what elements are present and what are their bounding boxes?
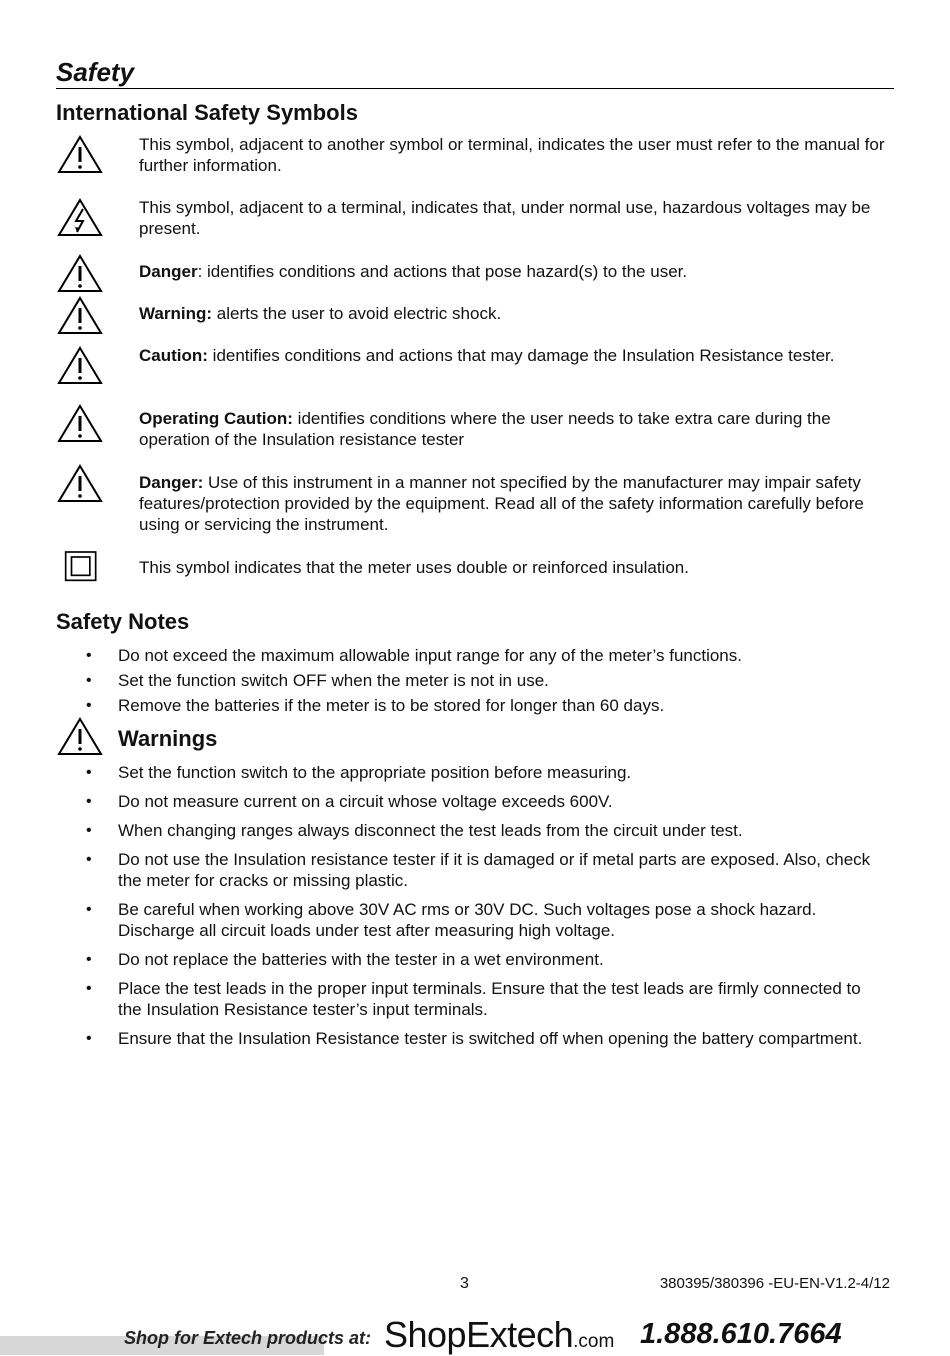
warnings-list — [86, 762, 886, 1049]
symbol-text: Danger: identifies conditions and actions that pose hazard(s) to the user. — [139, 262, 688, 281]
caution-triangle-icon — [56, 716, 104, 756]
symbol-text: This symbol, adjacent to a terminal, indicates that, under normal use, hazardous voltages may be present. — [139, 198, 871, 238]
list-item: • Ensure that the Insulation Resistance tester is switched off when opening the battery compartment. — [86, 1028, 886, 1049]
promo-site-dotcom: .com — [573, 1331, 615, 1352]
caution-triangle-icon — [56, 345, 104, 385]
list-item: • Set the function switch OFF when the meter is not in use. — [86, 670, 886, 691]
symbol-text: Operating Caution: identifies conditions where the user needs to take extra care during the operation of the Insulation resistance tester — [139, 409, 831, 449]
safety-notes-heading: Safety Notes — [56, 609, 190, 634]
document-code: 380395/380396 -EU-EN-V1.2-4/12 — [659, 1275, 890, 1292]
caution-triangle-icon — [56, 463, 104, 503]
page-number: 3 — [460, 1275, 469, 1292]
caution-triangle-icon — [56, 253, 104, 293]
promo-banner — [0, 1310, 950, 1355]
list-item: • Set the function switch to the appropriate position before measuring. — [86, 762, 886, 783]
caution-triangle-icon — [56, 403, 104, 443]
list-item: • Do not replace the batteries with the tester in a wet environment. — [86, 949, 886, 970]
double-insulation-icon — [64, 548, 104, 586]
caution-triangle-icon — [56, 295, 104, 335]
list-item: • Do not use the Insulation resistance tester if it is damaged or if metal parts are exposed. Also, check the meter for cracks or missing plastic. — [86, 849, 886, 891]
symbol-text: Caution: identifies conditions and actions that may damage the Insulation Resistance tester. — [139, 346, 835, 365]
list-item: • When changing ranges always disconnect the test leads from the circuit under test. — [86, 820, 886, 841]
list-item: • Place the test leads in the proper input terminals. Ensure that the test leads are firmly connected to the Insulation Resistance tester’s input terminals. — [86, 978, 886, 1020]
promo-site-name: ShopExtech — [384, 1314, 574, 1355]
page-title: Safety — [56, 56, 894, 89]
symbol-text: This symbol, adjacent to another symbol or terminal, indicates the user must refer to the manual for further information. — [139, 135, 885, 175]
symbol-text: Danger: Use of this instrument in a manner not specified by the manufacturer may impair safety features/protection provided by the equipment. Read all of the safety information carefully before using or servicing the instrument. — [139, 473, 864, 534]
promo-phone-number: 1.888.610.7664 — [640, 1318, 842, 1350]
intl-symbols-heading: International Safety Symbols — [56, 100, 358, 125]
promo-lead-text: Shop for Extech products at: — [124, 1328, 372, 1348]
symbol-text: Warning: alerts the user to avoid electric shock. — [139, 304, 502, 323]
list-item: • Be careful when working above 30V AC rms or 30V DC. Such voltages pose a shock hazard. Discharge all circuit loads under test after measuring high voltage. — [86, 899, 886, 941]
promo-site-link[interactable] — [384, 1314, 614, 1356]
list-item: • Remove the batteries if the meter is to be stored for longer than 60 days. — [86, 695, 886, 716]
list-item: • Do not exceed the maximum allowable input range for any of the meter’s functions. — [86, 645, 886, 666]
symbol-text: This symbol indicates that the meter uses double or reinforced insulation. — [139, 558, 689, 577]
lightning-triangle-icon — [56, 197, 104, 237]
list-item: • Do not measure current on a circuit whose voltage exceeds 600V. — [86, 791, 886, 812]
caution-triangle-icon — [56, 134, 104, 174]
safety-notes-list — [86, 645, 886, 716]
warnings-heading: Warnings — [118, 726, 218, 751]
